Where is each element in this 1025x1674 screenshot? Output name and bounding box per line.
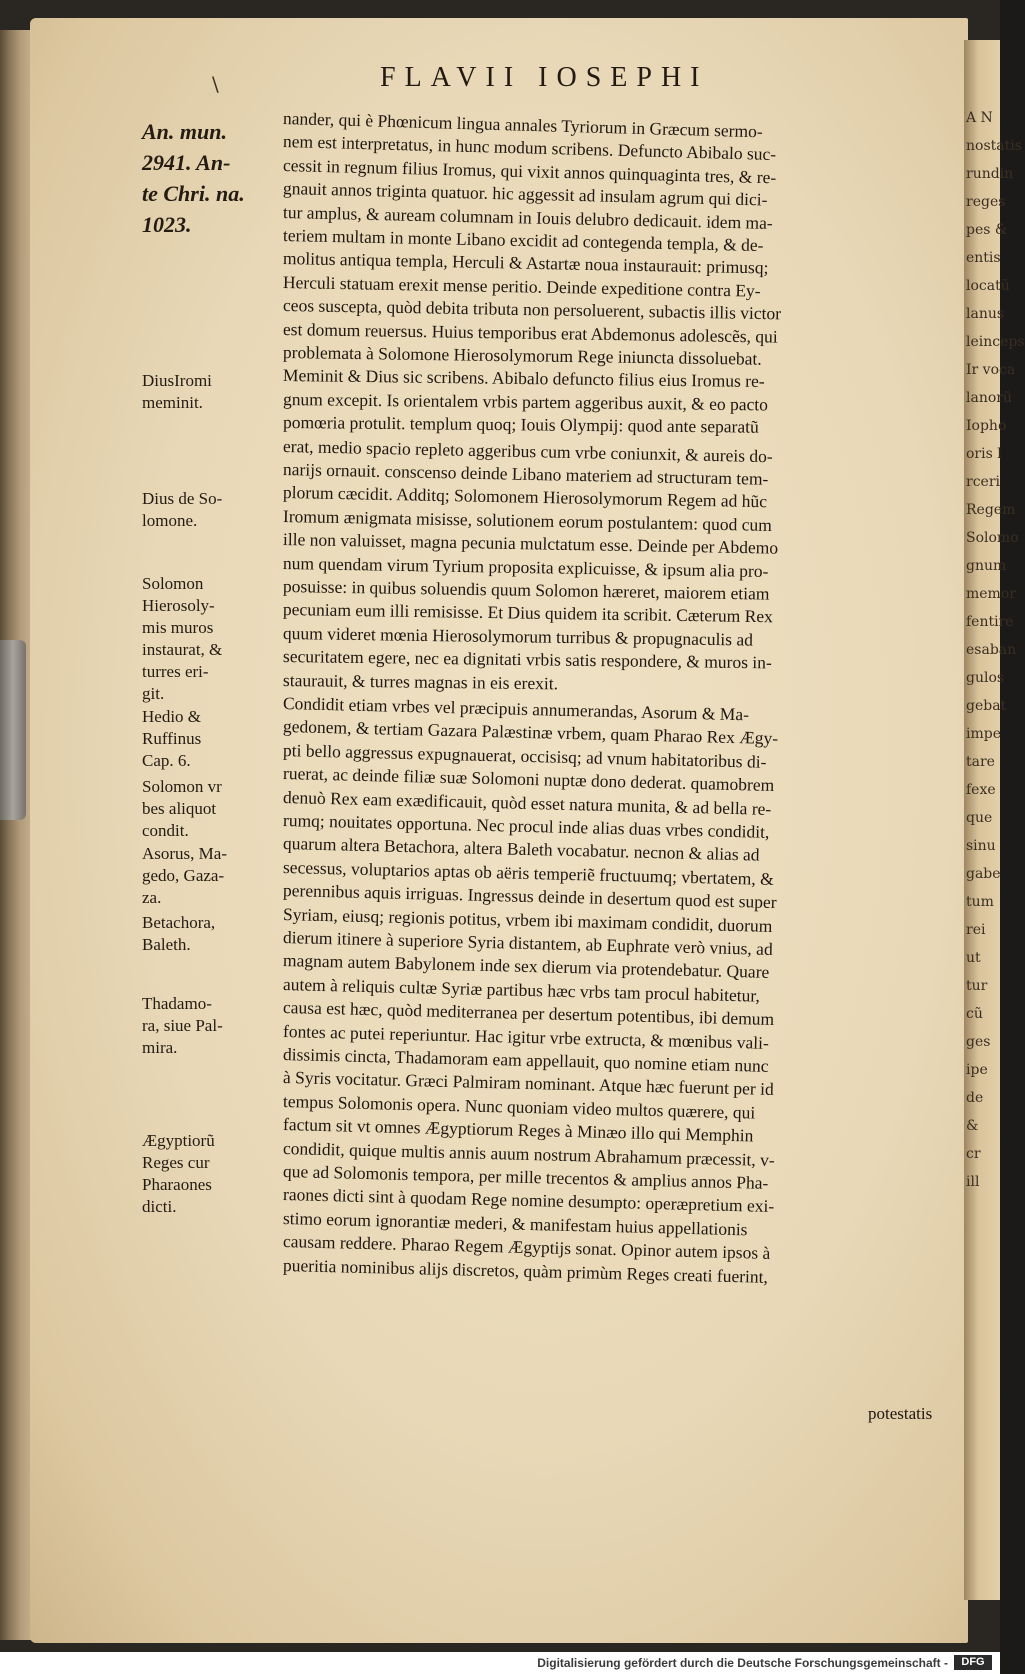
marginal-note-line: Solomon (142, 574, 204, 593)
marginal-note (142, 370, 264, 414)
catchword: potestatis (868, 1404, 933, 1423)
body-line: ruerat, ac deinde filiæ suæ Solomoni nuptæ dono dederat. quamobrem (282, 763, 775, 796)
right-page-fragment: & (966, 1118, 979, 1134)
body-line: dierum itinere à superiore Syria distantem, ab Euphrate verò vnius, ad (282, 927, 773, 959)
marginal-note-line: ra, siue Pal- (142, 1016, 223, 1035)
marginal-note-line: lomone. (142, 511, 198, 530)
right-page-fragment: entis (966, 250, 1001, 266)
marginal-note-line: DiusIromi (142, 371, 212, 390)
marginal-note-line: Reges cur (142, 1153, 210, 1172)
right-page-fragment: cũ (966, 1006, 983, 1022)
right-page-fragment: ipe (966, 1062, 988, 1078)
right-page-fragment: fexe (966, 782, 996, 798)
right-page-fragment: cr (966, 1146, 981, 1162)
marginal-note (142, 843, 264, 909)
right-page-fragment: ut (966, 950, 981, 966)
marginal-note-line: mira. (142, 1038, 178, 1057)
marginal-note-line: Dius de So- (142, 489, 223, 508)
right-page-fragment: tur (966, 978, 988, 994)
marginal-note-line: Ægyptiorũ (142, 1131, 215, 1150)
running-header: FLAVII IOSEPHI (380, 62, 709, 93)
right-page-fragment: Ir voca (966, 362, 1016, 378)
marginal-note-line: mis muros (142, 618, 214, 637)
right-page-fragment: rceri (966, 474, 1000, 490)
body-line: factum sit vt omnes Ægyptiorum Reges à Minæo illo qui Memphin (282, 1114, 754, 1146)
body-line: stimo eorum ignorantiæ mederi, & manifestam huius appellationis (282, 1207, 748, 1240)
marginal-note-line: Hedio & (142, 707, 202, 726)
body-line: Meminit & Dius sic scribens. Abibalo defuncto filius eius Iromus re- (282, 365, 765, 392)
body-line: quum videret mœnia Hierosolymorum turribus & propugnaculis ad (282, 622, 754, 650)
marginal-note-line: instaurat, & (142, 640, 223, 659)
right-page-fragment: lanus (966, 306, 1005, 322)
body-line: Herculi statuam erexit mense peritio. Deinde expeditione contra Ey- (282, 271, 761, 301)
body-line: pueritia nominibus alijs discretos, quàm primùm Reges creati fuerint, (282, 1254, 769, 1287)
right-page-fragment: memor (966, 586, 1016, 602)
right-page-fragment: A N (966, 110, 993, 126)
marginal-note-line: git. (142, 684, 165, 703)
right-page-fragment: ill (966, 1174, 980, 1190)
marginal-note-line: An. mun. (142, 119, 227, 144)
body-line: fontes ac putei reperiuntur. Hac igitur vrbe extructa, & mœnibus vali- (282, 1020, 770, 1053)
body-line: causa est hæc, quòd mediterranea per desertum potentibus, ibi demum (282, 997, 775, 1030)
margin-tick-mark: \ (212, 72, 219, 96)
body-line: pecuniam eum illi remisisse. Et Dius quidem ita scribit. Cæterum Rex (282, 599, 774, 627)
body-line: problemata à Solomone Hierosolymorum Rege iniuncta dissoluebat. (282, 342, 762, 369)
body-line: gnauit annos triginta quatuor. hic aggessit ad insulam agrum qui dici- (282, 178, 768, 210)
body-line: secessus, voluptarios aptas ob aëris temperiẽ fructuumq; vbertatem, & (282, 856, 774, 889)
right-page-fragment: Regem (966, 502, 1016, 518)
body-line: erat, medio spacio repleto aggeribus cum vrbe coniunxit, & aureis do- (282, 435, 773, 466)
marginal-note-line: Betachora, (142, 913, 216, 932)
marginal-note-line: za. (142, 888, 162, 907)
right-page-fragment: tare (966, 754, 995, 770)
marginal-note-line: Ruffinus (142, 729, 202, 748)
right-page-fragment: impe (966, 726, 1001, 742)
right-page-fragment: gnum (966, 558, 1007, 574)
right-page-fragment: reges (966, 194, 1006, 210)
page-clamp (0, 640, 26, 820)
body-line: num quendam virum Tyrium proposita explicuisse, & ipsum alia pro- (282, 552, 769, 581)
body-line: nander, qui è Phœnicum lingua annales Tyriorum in Græcum sermo- (282, 108, 763, 142)
body-line: staurauit, & turres magnas in eis erexit. (282, 669, 559, 693)
marginal-note-line: Pharaones (142, 1175, 212, 1194)
body-line: Syriam, eiusq; regionis potitus, vrbem ibi maximam condidit, duorum (282, 903, 773, 936)
right-page-fragment: fentire (966, 614, 1014, 630)
body-line: narijs ornauit. conscenso deinde Libano materiem ad structuram tem- (282, 459, 769, 489)
dfg-logo: DFG (954, 1655, 992, 1670)
body-line: rumq; nouitates opportuna. Nec procul inde alias duas vrbes condidit, (282, 810, 770, 842)
marginal-note (142, 706, 264, 772)
marginal-note-line: te Chri. na. (142, 181, 245, 206)
digitization-footer (0, 1652, 1000, 1674)
body-line: teriem multam in monte Libano excidit ad contegenda templa, & de- (282, 225, 764, 256)
body-line: denuò Rex eam exædificauit, quòd esset natura munita, & ad bella re- (282, 786, 772, 819)
marginal-note-line: meminit. (142, 393, 203, 412)
right-page-fragment: locatũ (966, 278, 1010, 294)
right-page-fragment: sinu (966, 838, 996, 854)
body-line: gnum excepit. Is orientalem vrbis partem aggeribus auxit, & eo pacto (282, 388, 769, 415)
marginal-note-line: Solomon vr (142, 777, 222, 796)
body-line: cessit in regnum filius Iromus, qui vixit annos quinquaginta tres, & re- (282, 154, 777, 188)
body-line: molitus antiqua templa, Herculi & Astartæ noua instaurauit: primusq; (282, 248, 769, 278)
right-page-fragment: oris l (966, 446, 1002, 462)
marginal-note-line: Baleth. (142, 935, 191, 954)
body-line: Condidit etiam vrbes vel præcipuis annumerandas, Asorum & Ma- (282, 693, 750, 725)
right-page-fragment: gulos (966, 670, 1005, 686)
right-page-fragment: ges (966, 1034, 991, 1050)
marginal-note (142, 993, 264, 1059)
marginal-note-line: Asorus, Ma- (142, 844, 227, 863)
body-line: securitatem egere, nec ea dignitati vrbis satis respondere, & muros in- (282, 646, 772, 673)
body-line: gedonem, & tertiam Gazara Palæstinæ vrbem, quam Pharao Rex Ægy- (282, 716, 779, 749)
body-line: tur amplus, & auream columnam in Iouis delubro dedicauit. idem ma- (282, 201, 773, 233)
body-line: posuisse: in quibus soluendis quum Solomon hæreret, maiorem etiam (282, 576, 770, 604)
body-line: ille non valuisset, magna pecunia mulctatum esse. Deinde per Abdemo (282, 529, 779, 558)
body-line: autem à reliquis cultæ Syriæ partibus hæc vrbs tam procul habitetur, (282, 973, 761, 1006)
body-line: nem est interpretatus, in hunc modum scribens. Defuncto Abibalo suc- (282, 131, 777, 165)
marginal-note-line: Thadamo- (142, 994, 212, 1013)
right-page-fragment: nostatis (966, 138, 1022, 154)
body-line: ceos suscepta, quòd debita tributa non persoluerent, subactis illis victor (282, 295, 782, 324)
right-page-fragment: leinceps (966, 334, 1025, 350)
marginal-note (142, 1130, 264, 1218)
body-line: condidit, quique multis annis auum nostrum Abrahamum præcessit, v- (282, 1137, 776, 1170)
right-page-fragment: gabe (966, 866, 1001, 882)
marginal-note-line: condit. (142, 821, 189, 840)
right-page-fragment: rundin (966, 166, 1014, 182)
marginal-note (142, 116, 264, 240)
right-page-fragment: Solomo (966, 530, 1019, 546)
marginal-note-line: gedo, Gaza- (142, 866, 225, 885)
body-line: causam reddere. Pharao Regem Ægyptijs sonat. Opinor autem ipsos à (282, 1231, 771, 1264)
body-line: quarum altera Betachora, altera Baleth vocabatur. necnon & alias ad (282, 833, 760, 866)
right-page-fragment: de (966, 1090, 984, 1106)
body-line: magnam autem Babylonem inde sex dierum via protendebatur. Quare (282, 950, 770, 983)
body-line: à Syris vocitatur. Græci Palmiram nominant. Atque hæc fuerunt per id (282, 1067, 775, 1100)
body-line: raones dicti sint à quodam Rege nomine desumpto: operæpretium exi- (282, 1184, 775, 1217)
body-line: pomœria protulit. templum quoq; Iouis Olympij: quod ante separatũ (282, 412, 759, 437)
marginal-note-line: 2941. An- (142, 150, 231, 175)
marginal-note-line: turres eri- (142, 662, 209, 681)
right-page-fragment: rei (966, 922, 986, 938)
marginal-note-line: Hierosoly- (142, 596, 215, 615)
body-line: plorum cæcidit. Additq; Solomonem Hierosolymorum Regem ad hũc (282, 482, 768, 512)
body-line: pti bello aggressus expugnauerat, occisisq; ad vnum habitatoribus di- (282, 739, 767, 772)
marginal-note (142, 488, 264, 532)
marginal-note-line: bes aliquot (142, 799, 217, 818)
body-line: est domum reuersus. Huius temporibus erat Abdemonus adolescẽs, qui (282, 318, 778, 347)
right-page-fragment: gebat (966, 698, 1007, 714)
body-line: que ad Solomonis tempora, per mille trecentos & amplius annos Pha- (282, 1161, 769, 1193)
body-line: tempus Solomonis opera. Nunc quoniam video multos quærere, qui (282, 1090, 756, 1123)
right-page-fragment: tum (966, 894, 994, 910)
right-page-fragment: que (966, 810, 993, 826)
right-page-fragment: pes & (966, 222, 1008, 238)
marginal-note (142, 573, 264, 705)
right-page-fragment: esaban (966, 642, 1017, 658)
right-page-fragment: Iopho (966, 418, 1007, 434)
body-line: Iromum ænigmata misisse, solutionem eorum postulantem: quod cum (282, 505, 773, 535)
marginal-note-line: Cap. 6. (142, 751, 191, 770)
right-page-edge (964, 40, 1025, 1600)
body-line: dissimis cincta, Thadamoram eam appellauit, quo nomine etiam nunc (282, 1044, 769, 1076)
right-page-fragment: lanorũ (966, 390, 1012, 406)
marginal-note-line: dicti. (142, 1197, 177, 1216)
marginal-note-line: 1023. (142, 212, 192, 237)
footer-credit: Digitalisierung gefördert durch die Deutsche Forschungsgemeinschaft - (537, 1656, 948, 1670)
marginal-note (142, 776, 264, 842)
body-line: perennibus aquis irriguas. Ingressus deinde in desertum quod est super (282, 880, 777, 913)
marginal-note (142, 912, 264, 956)
